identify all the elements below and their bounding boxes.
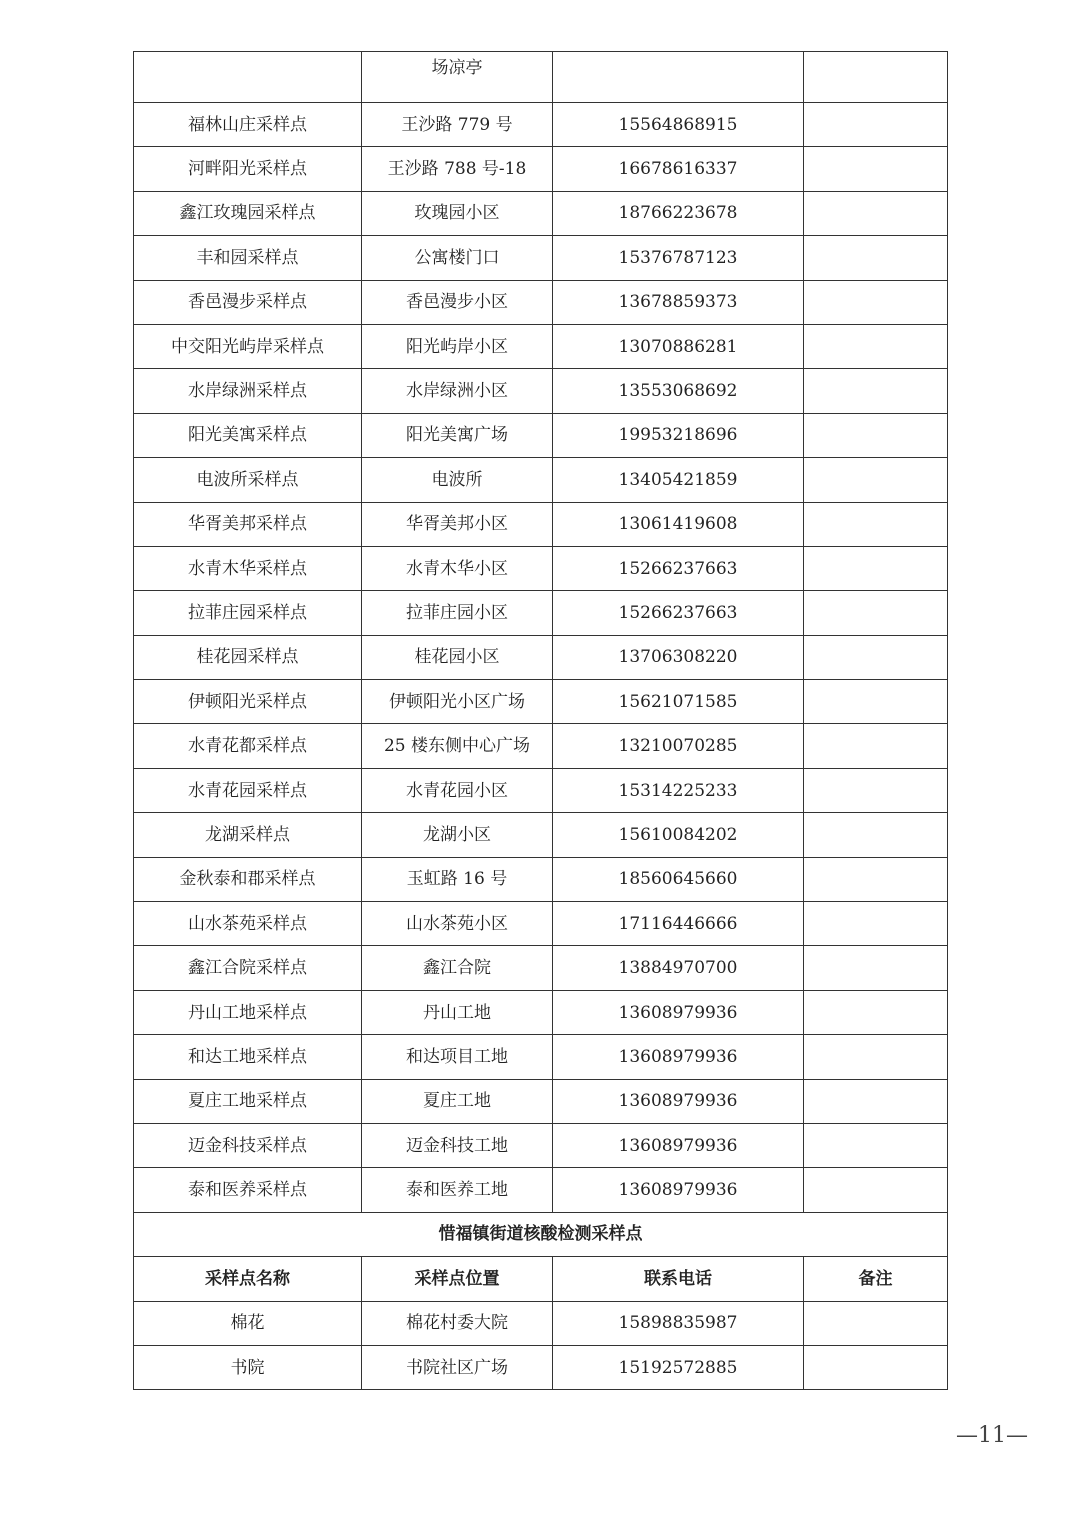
table-row [134, 857, 948, 901]
table-row [134, 52, 948, 103]
site-location-cell: 电波所 [362, 458, 553, 502]
remark-cell [804, 1035, 948, 1079]
contact-phone-cell: 15621071585 [553, 680, 804, 724]
site-location-cell: 香邑漫步小区 [362, 280, 553, 324]
contact-phone-cell: 13405421859 [553, 458, 804, 502]
remark-cell [804, 857, 948, 901]
remark-cell [804, 546, 948, 590]
remark-cell [804, 724, 948, 768]
contact-phone-cell: 15610084202 [553, 813, 804, 857]
site-location-cell: 桂花园小区 [362, 635, 553, 679]
site-name-cell: 金秋泰和郡采样点 [134, 857, 362, 901]
site-name-cell: 华胥美邦采样点 [134, 502, 362, 546]
contact-phone-cell: 13553068692 [553, 369, 804, 413]
site-location-cell: 和达项目工地 [362, 1035, 553, 1079]
site-location-cell: 拉菲庄园小区 [362, 591, 553, 635]
site-location-cell: 鑫江合院 [362, 946, 553, 990]
contact-phone-cell: 15564868915 [553, 103, 804, 147]
site-name-cell: 泰和医养采样点 [134, 1168, 362, 1212]
table-row [134, 458, 948, 502]
table-row [134, 546, 948, 590]
site-name-cell: 中交阳光屿岸采样点 [134, 324, 362, 368]
site-location-cell: 泰和医养工地 [362, 1168, 553, 1212]
table-row [134, 147, 948, 191]
contact-phone-cell: 19953218696 [553, 413, 804, 457]
table-row [134, 103, 948, 147]
contact-phone-cell: 15898835987 [553, 1301, 804, 1345]
remark-cell [804, 1301, 948, 1345]
site-name-cell: 桂花园采样点 [134, 635, 362, 679]
contact-phone-cell: 18766223678 [553, 191, 804, 235]
site-location-cell: 夏庄工地 [362, 1079, 553, 1123]
remark-cell [804, 990, 948, 1034]
remark-cell [804, 191, 948, 235]
site-name-cell: 香邑漫步采样点 [134, 280, 362, 324]
remark-cell [804, 103, 948, 147]
remark-cell [804, 324, 948, 368]
table-row [134, 1345, 948, 1389]
site-location-cell: 玉虹路 16 号 [362, 857, 553, 901]
site-name-cell: 水岸绿洲采样点 [134, 369, 362, 413]
remark-cell [804, 1345, 948, 1389]
site-location-cell: 阳光美寓广场 [362, 413, 553, 457]
contact-phone-cell: 13608979936 [553, 990, 804, 1034]
contact-phone-cell: 13706308220 [553, 635, 804, 679]
site-name-cell: 阳光美寓采样点 [134, 413, 362, 457]
site-location-cell: 王沙路 779 号 [362, 103, 553, 147]
remark-cell [804, 458, 948, 502]
remark-cell [804, 52, 948, 103]
site-location-cell: 书院社区广场 [362, 1345, 553, 1389]
table-body [134, 52, 948, 1390]
site-location-cell: 山水茶苑小区 [362, 902, 553, 946]
site-location-cell: 龙湖小区 [362, 813, 553, 857]
site-name-cell [134, 52, 362, 103]
remark-cell [804, 635, 948, 679]
contact-phone-cell: 15314225233 [553, 768, 804, 812]
table-row [134, 502, 948, 546]
remark-cell [804, 680, 948, 724]
remark-cell [804, 1123, 948, 1167]
table-row [134, 813, 948, 857]
site-name-cell: 水青花都采样点 [134, 724, 362, 768]
remark-cell [804, 502, 948, 546]
site-location-cell: 王沙路 788 号-18 [362, 147, 553, 191]
contact-phone-cell: 15266237663 [553, 546, 804, 590]
column-header: 联系电话 [553, 1257, 804, 1301]
remark-cell [804, 280, 948, 324]
table-row [134, 724, 948, 768]
contact-phone-cell: 13884970700 [553, 946, 804, 990]
site-name-cell: 水青花园采样点 [134, 768, 362, 812]
site-location-cell: 水岸绿洲小区 [362, 369, 553, 413]
table-row [134, 280, 948, 324]
contact-phone-cell: 13608979936 [553, 1123, 804, 1167]
table-row [134, 413, 948, 457]
remark-cell [804, 413, 948, 457]
remark-cell [804, 591, 948, 635]
header-row [134, 1257, 948, 1301]
remark-cell [804, 1079, 948, 1123]
remark-cell [804, 147, 948, 191]
table-row [134, 1123, 948, 1167]
site-name-cell: 伊顿阳光采样点 [134, 680, 362, 724]
table-row [134, 990, 948, 1034]
contact-phone-cell: 13210070285 [553, 724, 804, 768]
site-location-cell: 华胥美邦小区 [362, 502, 553, 546]
site-location-cell: 迈金科技工地 [362, 1123, 553, 1167]
site-location-cell: 场凉亭 [362, 52, 553, 103]
table-row [134, 768, 948, 812]
site-location-cell: 伊顿阳光小区广场 [362, 680, 553, 724]
site-location-cell: 公寓楼门口 [362, 236, 553, 280]
table-row [134, 1079, 948, 1123]
contact-phone-cell: 15266237663 [553, 591, 804, 635]
site-name-cell: 丰和园采样点 [134, 236, 362, 280]
contact-phone-cell: 13608979936 [553, 1035, 804, 1079]
contact-phone-cell: 17116446666 [553, 902, 804, 946]
sampling-points-table [133, 51, 948, 1390]
site-name-cell: 迈金科技采样点 [134, 1123, 362, 1167]
site-name-cell: 福林山庄采样点 [134, 103, 362, 147]
table-row [134, 236, 948, 280]
remark-cell [804, 236, 948, 280]
site-location-cell: 25 楼东侧中心广场 [362, 724, 553, 768]
remark-cell [804, 1168, 948, 1212]
table-row [134, 1035, 948, 1079]
site-name-cell: 电波所采样点 [134, 458, 362, 502]
contact-phone-cell: 13061419608 [553, 502, 804, 546]
remark-cell [804, 813, 948, 857]
remark-cell [804, 946, 948, 990]
contact-phone-cell: 15192572885 [553, 1345, 804, 1389]
table-row [134, 591, 948, 635]
column-header: 备注 [804, 1257, 948, 1301]
contact-phone-cell [553, 52, 804, 103]
table-row [134, 902, 948, 946]
remark-cell [804, 369, 948, 413]
site-name-cell: 水青木华采样点 [134, 546, 362, 590]
remark-cell [804, 768, 948, 812]
contact-phone-cell: 13070886281 [553, 324, 804, 368]
site-name-cell: 河畔阳光采样点 [134, 147, 362, 191]
table-row [134, 324, 948, 368]
column-header: 采样点位置 [362, 1257, 553, 1301]
table-row [134, 680, 948, 724]
table-row [134, 1168, 948, 1212]
section-title: 惜福镇街道核酸检测采样点 [134, 1212, 948, 1256]
contact-phone-cell: 13608979936 [553, 1079, 804, 1123]
site-name-cell: 山水茶苑采样点 [134, 902, 362, 946]
section-title-row [134, 1212, 948, 1256]
site-name-cell: 夏庄工地采样点 [134, 1079, 362, 1123]
table-row [134, 369, 948, 413]
site-location-cell: 阳光屿岸小区 [362, 324, 553, 368]
site-name-cell: 和达工地采样点 [134, 1035, 362, 1079]
contact-phone-cell: 18560645660 [553, 857, 804, 901]
table-row [134, 946, 948, 990]
table-row [134, 191, 948, 235]
site-name-cell: 鑫江玫瑰园采样点 [134, 191, 362, 235]
contact-phone-cell: 13678859373 [553, 280, 804, 324]
site-name-cell: 棉花 [134, 1301, 362, 1345]
table-row [134, 635, 948, 679]
site-name-cell: 拉菲庄园采样点 [134, 591, 362, 635]
site-location-cell: 水青花园小区 [362, 768, 553, 812]
site-name-cell: 鑫江合院采样点 [134, 946, 362, 990]
table-row [134, 1301, 948, 1345]
column-header: 采样点名称 [134, 1257, 362, 1301]
site-name-cell: 书院 [134, 1345, 362, 1389]
contact-phone-cell: 15376787123 [553, 236, 804, 280]
page-number: —11— [956, 1423, 1028, 1448]
site-name-cell: 龙湖采样点 [134, 813, 362, 857]
remark-cell [804, 902, 948, 946]
site-location-cell: 水青木华小区 [362, 546, 553, 590]
site-name-cell: 丹山工地采样点 [134, 990, 362, 1034]
site-location-cell: 玫瑰园小区 [362, 191, 553, 235]
contact-phone-cell: 13608979936 [553, 1168, 804, 1212]
contact-phone-cell: 16678616337 [553, 147, 804, 191]
site-location-cell: 棉花村委大院 [362, 1301, 553, 1345]
site-location-cell: 丹山工地 [362, 990, 553, 1034]
